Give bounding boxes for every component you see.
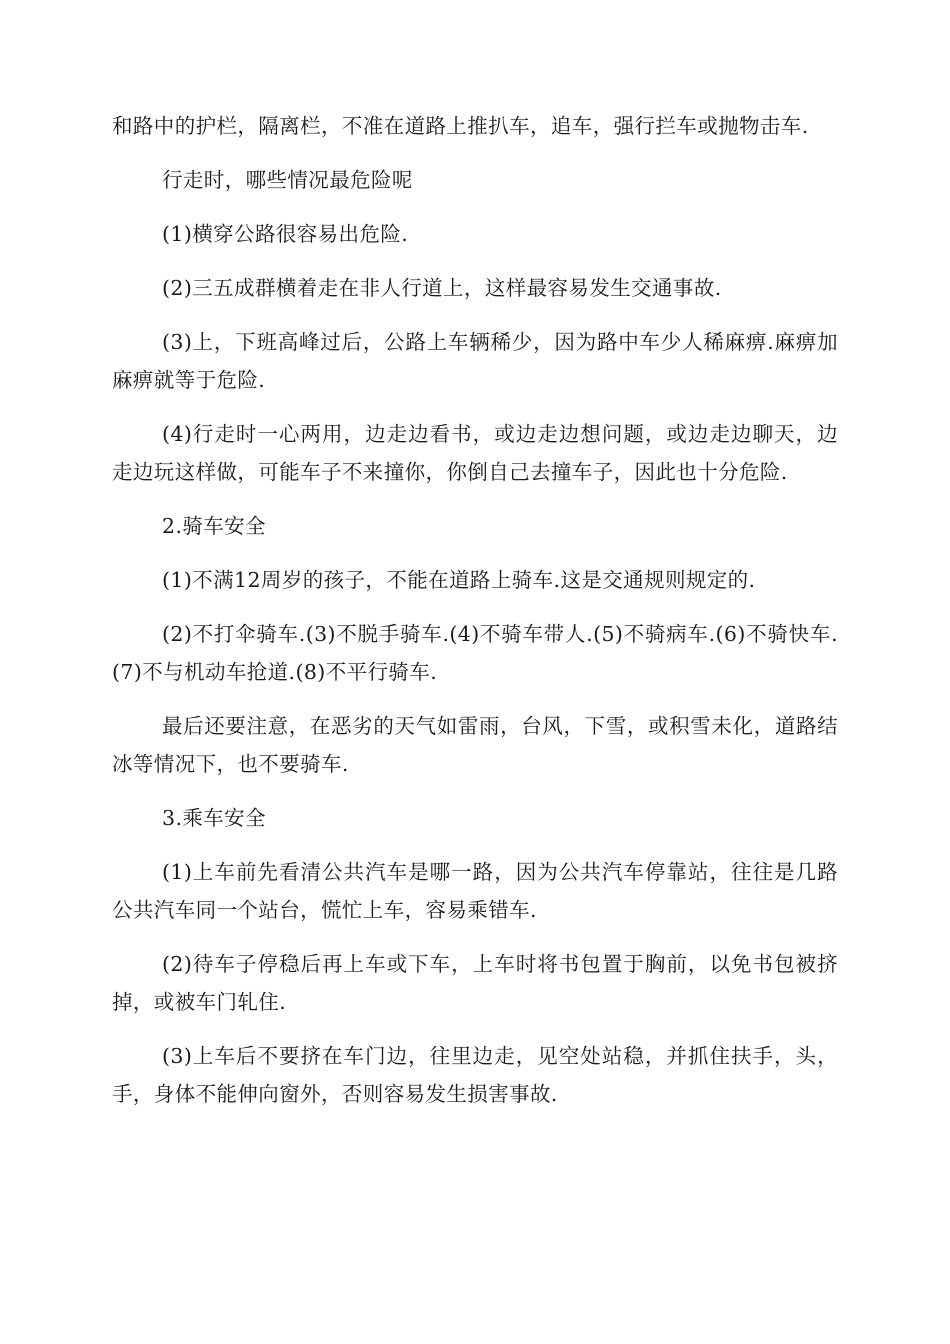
section-heading-cycling-safety: 2.骑车安全: [162, 514, 266, 538]
paragraph-cycling-weather: 最后还要注意，在恶劣的天气如雷雨，台风，下雪，或积雪未化，道路结冰等情况下，也不要骑车.: [112, 714, 838, 776]
paragraph-continuation: 和路中的护栏，隔离栏，不准在道路上推扒车，追车，强行拦车或抛物击车.: [112, 114, 809, 138]
paragraph-riding-item-2: (2)待车子停稳后再上车或下车，上车时将书包置于胸前，以免书包被挤掉，或被车门轧住.: [112, 952, 838, 1014]
document-page: [112, 107, 838, 1129]
paragraph-riding-item-3: (3)上车后不要挤在车门边，往里边走，见空处站稳，并抓住扶手，头，手，身体不能伸向窗外，否则容易发生损害事故.: [112, 1044, 838, 1106]
paragraph-walking-danger-heading: 行走时，哪些情况最危险呢: [162, 168, 413, 192]
paragraph-cycling-items-2-8: (2)不打伞骑车.(3)不脱手骑车.(4)不骑车带人.(5)不骑病车.(6)不骑快车.(7)不与机动车抢道.(8)不平行骑车.: [112, 622, 838, 684]
section-heading-riding-safety: 3.乘车安全: [162, 806, 266, 830]
paragraph-walking-item-4: (4)行走时一心两用，边走边看书，或边走边想问题，或边走边聊天，边走边玩这样做，可能车子不来撞你，你倒自己去撞车子，因此也十分危险.: [112, 422, 838, 484]
paragraph-walking-item-2: (2)三五成群横着走在非人行道上，这样最容易发生交通事故.: [162, 276, 722, 300]
paragraph-cycling-item-1: (1)不满12周岁的孩子，不能在道路上骑车.这是交通规则规定的.: [162, 568, 756, 592]
paragraph-walking-item-3: (3)上，下班高峰过后，公路上车辆稀少，因为路中车少人稀麻痹.麻痹加麻痹就等于危险.: [112, 330, 838, 392]
paragraph-walking-item-1: (1)横穿公路很容易出危险.: [162, 222, 409, 246]
paragraph-riding-item-1: (1)上车前先看清公共汽车是哪一路，因为公共汽车停靠站，往往是几路公共汽车同一个站台，慌忙上车，容易乘错车.: [112, 860, 838, 922]
